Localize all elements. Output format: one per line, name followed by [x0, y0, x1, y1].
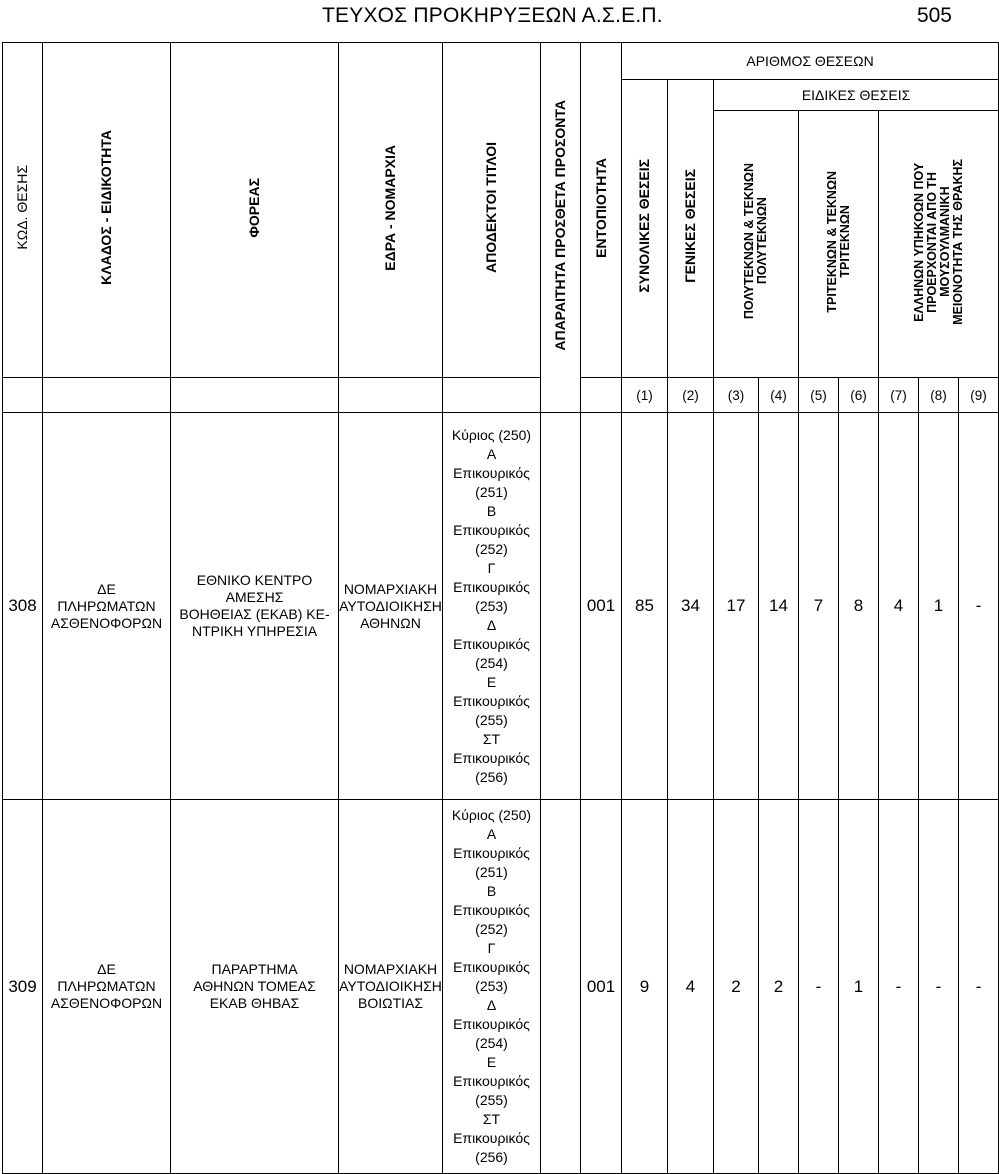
- header-total: ΣΥΝΟΛΙΚΕΣ ΘΕΣΕΙΣ: [622, 80, 668, 378]
- value-special: 1: [919, 413, 959, 800]
- location-cell: 001: [581, 413, 622, 800]
- column-number: (6): [839, 378, 879, 413]
- value-special: 17: [714, 413, 759, 800]
- header-agency: ΦΟΡΕΑΣ: [171, 43, 339, 378]
- blank-cell: [3, 378, 43, 413]
- seat-cell: ΝΟΜΑΡΧΙΑΚΗ ΑΥΤΟΔΙΟΙΚΗΣΗ ΑΘΗΝΩΝ: [339, 413, 443, 800]
- column-number: (9): [959, 378, 999, 413]
- column-number: (8): [919, 378, 959, 413]
- value-special: 2: [759, 800, 799, 1174]
- branch-cell: ΔΕ ΠΛΗΡΩΜΑΤΩΝ ΑΣΘΕΝΟΦΟΡΩΝ: [43, 413, 171, 800]
- agency-cell: ΕΘΝΙΚΟ ΚΕΝΤΡΟ ΑΜΕΣΗΣ ΒΟΗΘΕΙΑΣ (ΕΚΑΒ) ΚΕ- ΝΤΡΙΚΗ ΥΠΗΡΕΣΙΑ: [171, 413, 339, 800]
- value-special: -: [919, 800, 959, 1174]
- agency-cell: ΠΑΡΑΡΤΗΜΑ ΑΘΗΝΩΝ ΤΟΜΕΑΣ ΕΚΑΒ ΘΗΒΑΣ: [171, 800, 339, 1174]
- value-special: -: [959, 800, 999, 1174]
- header-code: ΚΩΔ. ΘΕΣΗΣ: [3, 43, 43, 378]
- value-total: 85: [622, 413, 668, 800]
- seat-cell: ΝΟΜΑΡΧΙΑΚΗ ΑΥΤΟΔΙΟΙΚΗΣΗ ΒΟΙΩΤΙΑΣ: [339, 800, 443, 1174]
- titles-cell: Κύριος (250) Α Επικουρικός (251) Β Επικουρικός (252) Γ Επικουρικός (253) Δ Επικουρικός (254) Ε Επικουρικός (255) ΣΤ Επικουρικός (256): [443, 800, 541, 1174]
- value-special: -: [799, 800, 839, 1174]
- value-special: 7: [799, 413, 839, 800]
- extra-qualifications-cell: [541, 413, 581, 800]
- header-seat: ΕΔΡΑ - ΝΟΜΑΡΧΙΑ: [339, 43, 443, 378]
- header-minority: ΕΛΛΗΝΩΝ ΥΠΗΚΟΩΝ ΠΟΥ ΠΡΟΕΡΧΟΝΤΑΙ ΑΠΟ ΤΗ ΜΟΥΣΟΥΛΜΑΝΙΚΗ ΜΕΙΟΝΟΤΗΤΑ ΤΗΣ ΘΡΑΚΗΣ: [879, 111, 999, 378]
- table-row: [3, 800, 999, 1174]
- header-large-family: ΠΟΛΥΤΕΚΝΩΝ & ΤΕΚΝΩΝ ΠΟΛΥΤΕΚΝΩΝ: [714, 111, 799, 378]
- column-number: (3): [714, 378, 759, 413]
- blank-cell: [43, 378, 171, 413]
- header-location: ΕΝΤΟΠΙΟΤΗΤΑ: [581, 43, 622, 378]
- page-header: [0, 0, 960, 34]
- column-number: (5): [799, 378, 839, 413]
- header-general: ΓΕΝΙΚΕΣ ΘΕΣΕΙΣ: [668, 80, 714, 378]
- value-special: 14: [759, 413, 799, 800]
- blank-cell: [443, 378, 541, 413]
- positions-table: [2, 42, 999, 1174]
- value-special: -: [959, 413, 999, 800]
- blank-cell: [171, 378, 339, 413]
- column-number: (2): [668, 378, 714, 413]
- titles-cell: Κύριος (250) Α Επικουρικός (251) Β Επικουρικός (252) Γ Επικουρικός (253) Δ Επικουρικός (254) Ε Επικουρικός (255) ΣΤ Επικουρικός (256): [443, 413, 541, 800]
- header-three-child: ΤΡΙΤΕΚΝΩΝ & ΤΕΚΝΩΝ ΤΡΙΤΕΚΝΩΝ: [799, 111, 879, 378]
- page-number: 505: [916, 4, 952, 27]
- header-titles: ΑΠΟΔΕΚΤΟΙ ΤΙΤΛΟΙ: [443, 43, 541, 378]
- value-total: 9: [622, 800, 668, 1174]
- value-general: 34: [668, 413, 714, 800]
- value-special: 2: [714, 800, 759, 1174]
- page-title: ΤΕΥΧΟΣ ΠΡΟΚΗΡΥΞΕΩΝ Α.Σ.Ε.Π.: [322, 4, 663, 27]
- column-number: (4): [759, 378, 799, 413]
- column-number-row: [3, 378, 999, 413]
- table-row: [3, 413, 999, 800]
- branch-cell: ΔΕ ΠΛΗΡΩΜΑΤΩΝ ΑΣΘΕΝΟΦΟΡΩΝ: [43, 800, 171, 1174]
- location-cell: 001: [581, 800, 622, 1174]
- column-number: (1): [622, 378, 668, 413]
- extra-qualifications-cell: [541, 800, 581, 1174]
- position-code: 308: [3, 413, 43, 800]
- header-branch: ΚΛΑΔΟΣ - ΕΙΔΙΚΟΤΗΤΑ: [43, 43, 171, 378]
- blank-cell: [581, 378, 622, 413]
- value-general: 4: [668, 800, 714, 1174]
- value-special: 8: [839, 413, 879, 800]
- value-special: -: [879, 800, 919, 1174]
- header-special-group: ΕΙΔΙΚΕΣ ΘΕΣΕΙΣ: [714, 80, 999, 111]
- value-special: 4: [879, 413, 919, 800]
- blank-cell: [339, 378, 443, 413]
- position-code: 309: [3, 800, 43, 1174]
- header-positions-group: ΑΡΙΘΜΟΣ ΘΕΣΕΩΝ: [622, 43, 999, 80]
- header-extra: ΑΠΑΡΑΙΤΗΤΑ ΠΡΟΣΘΕΤΑ ΠΡΟΣΟΝΤΑ: [541, 43, 581, 413]
- value-special: 1: [839, 800, 879, 1174]
- column-number: (7): [879, 378, 919, 413]
